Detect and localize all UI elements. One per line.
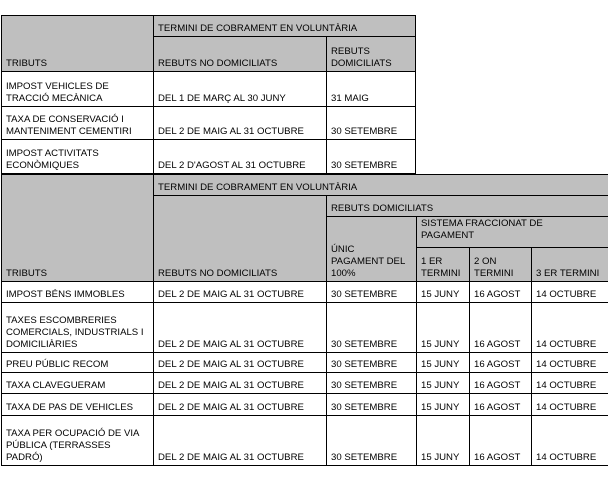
table-row xyxy=(2,72,416,107)
tribut-name: TAXA DE CONSERVACIÓ I MANTENIMENT CEMENTIRI xyxy=(2,107,154,140)
termini-2-date: 16 AGOST xyxy=(470,394,532,416)
termini-3-date: 14 OCTUBRE xyxy=(532,282,608,303)
header-rebuts-no-domiciliats: REBUTS NO DOMICILIATS xyxy=(154,37,327,72)
termini-2-date: 16 AGOST xyxy=(470,353,532,373)
termini-1-date: 15 JUNY xyxy=(417,394,470,416)
no-domiciliat-term: DEL 2 DE MAIG AL 31 OCTUBRE xyxy=(154,373,327,394)
header-rebuts-no-domiciliats: REBUTS NO DOMICILIATS xyxy=(154,196,327,282)
termini-1-date: 15 JUNY xyxy=(417,353,470,373)
termini-3-date: 14 OCTUBRE xyxy=(532,394,608,416)
header-tributs: TRIBUTS xyxy=(2,175,154,282)
tax-terms-table-2 xyxy=(1,174,608,466)
termini-1-date: 15 JUNY xyxy=(417,303,470,353)
tribut-name: IMPOST ACTIVITATS ECONÒMIQUES xyxy=(2,140,154,174)
header-termini-3: 3 ER TERMINI xyxy=(532,248,608,282)
tribut-name: IMPOST VEHICLES DE TRACCIÓ MECÀNICA xyxy=(2,72,154,107)
unic-term: 30 SETEMBRE xyxy=(327,373,417,394)
table-row xyxy=(2,282,608,303)
termini-3-date: 14 OCTUBRE xyxy=(532,373,608,394)
tribut-name: PREU PÚBLIC RECOM xyxy=(2,353,154,373)
header-termini-group: TERMINI DE COBRAMENT EN VOLUNTÀRIA xyxy=(154,175,608,196)
termini-1-date: 15 JUNY xyxy=(417,282,470,303)
domiciliat-term: 30 SETEMBRE xyxy=(327,140,416,174)
header-termini-group: TERMINI DE COBRAMENT EN VOLUNTÀRIA xyxy=(154,16,416,37)
unic-term: 30 SETEMBRE xyxy=(327,416,417,466)
unic-term: 30 SETEMBRE xyxy=(327,303,417,353)
termini-1-date: 15 JUNY xyxy=(417,416,470,466)
termini-2-date: 16 AGOST xyxy=(470,303,532,353)
unic-term: 30 SETEMBRE xyxy=(327,394,417,416)
table-row xyxy=(2,107,416,140)
termini-2-date: 16 AGOST xyxy=(470,282,532,303)
no-domiciliat-term: DEL 2 DE MAIG AL 31 OCTUBRE xyxy=(154,416,327,466)
tribut-name: TAXA PER OCUPACIÓ DE VIA PÚBLICA (TERRASSES PADRÓ) xyxy=(2,416,154,466)
tribut-name: TAXA CLAVEGUERAM xyxy=(2,373,154,394)
unic-term: 30 SETEMBRE xyxy=(327,282,417,303)
no-domiciliat-term: DEL 2 DE MAIG AL 31 OCTUBRE xyxy=(154,282,327,303)
no-domiciliat-term: DEL 2 DE MAIG AL 31 OCTUBRE xyxy=(154,394,327,416)
termini-2-date: 16 AGOST xyxy=(470,416,532,466)
unic-term: 30 SETEMBRE xyxy=(327,353,417,373)
header-tributs: TRIBUTS xyxy=(2,16,154,72)
header-rebuts-domiciliats: REBUTS DOMICILIATS xyxy=(327,196,608,217)
no-domiciliat-term: DEL 2 DE MAIG AL 31 OCTUBRE xyxy=(154,303,327,353)
termini-3-date: 14 OCTUBRE xyxy=(532,416,608,466)
tribut-name: TAXA DE PAS DE VEHICLES xyxy=(2,394,154,416)
table-row xyxy=(2,416,608,466)
header-unic-pagament: ÚNIC PAGAMENT DEL 100% xyxy=(327,217,417,282)
domiciliat-term: 31 MAIG xyxy=(327,72,416,107)
table-row xyxy=(2,394,608,416)
termini-3-date: 14 OCTUBRE xyxy=(532,303,608,353)
table-row xyxy=(2,303,608,353)
termini-1-date: 15 JUNY xyxy=(417,373,470,394)
tribut-name: TAXES ESCOMBRERIES COMERCIALS, INDUSTRIALS I DOMICILIÀRIES xyxy=(2,303,154,353)
table-row xyxy=(2,353,608,373)
no-domiciliat-term: DEL 2 D'AGOST AL 31 OCTUBRE xyxy=(154,140,327,174)
no-domiciliat-term: DEL 2 DE MAIG AL 31 OCTUBRE xyxy=(154,353,327,373)
termini-3-date: 14 OCTUBRE xyxy=(532,353,608,373)
table-row xyxy=(2,373,608,394)
header-termini-2: 2 ON TERMINI xyxy=(470,248,532,282)
header-termini-1: 1 ER TERMINI xyxy=(417,248,470,282)
table-row xyxy=(2,140,416,174)
header-rebuts-domiciliats: REBUTS DOMICILIATS xyxy=(327,37,416,72)
domiciliat-term: 30 SETEMBRE xyxy=(327,107,416,140)
no-domiciliat-term: DEL 2 DE MAIG AL 31 OCTUBRE xyxy=(154,107,327,140)
tax-terms-table-1 xyxy=(1,15,416,174)
no-domiciliat-term: DEL 1 DE MARÇ AL 30 JUNY xyxy=(154,72,327,107)
termini-2-date: 16 AGOST xyxy=(470,373,532,394)
tribut-name: IMPOST BÉNS IMMOBLES xyxy=(2,282,154,303)
header-sistema-fraccionat: SISTEMA FRACCIONAT DE PAGAMENT xyxy=(417,217,608,248)
